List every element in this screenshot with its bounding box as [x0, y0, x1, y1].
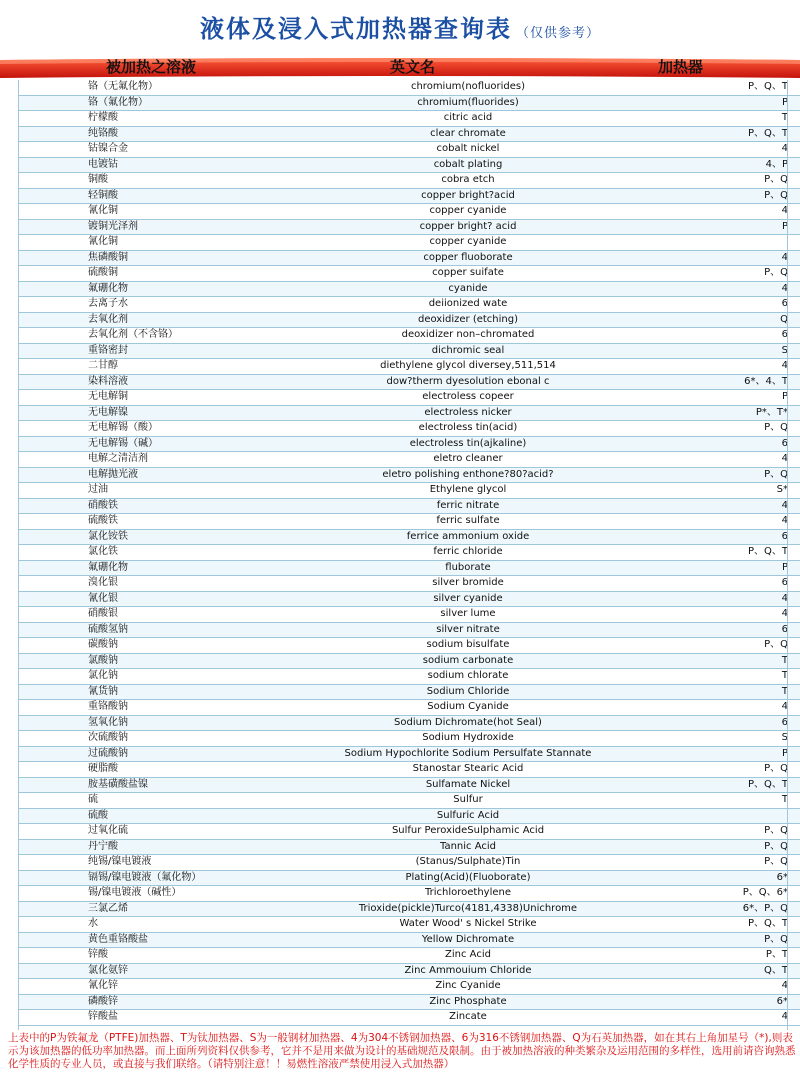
- cell-solution: 锡/镍电镀液（碱性）: [18, 886, 288, 902]
- cell-heater: 6: [648, 529, 800, 545]
- cell-solution: 铬（无氟化物）: [18, 80, 288, 95]
- table-row: [18, 467, 800, 483]
- table-row: [18, 204, 800, 220]
- cell-english-name: Sulfur PeroxideSulphamic Acid: [288, 824, 648, 840]
- cell-solution: 去氧化剂（不含铬）: [18, 328, 288, 344]
- cell-english-name: dichromic seal: [288, 343, 648, 359]
- cell-english-name: fluborate: [288, 560, 648, 576]
- cell-heater: 4: [648, 1010, 800, 1026]
- cell-english-name: Plating(Acid)(Fluoborate): [288, 870, 648, 886]
- table-row: [18, 917, 800, 933]
- cell-english-name: Stanostar Stearic Acid: [288, 762, 648, 778]
- cell-heater: 4: [648, 142, 800, 158]
- table-row: [18, 281, 800, 297]
- cell-solution: 氟硼化物: [18, 560, 288, 576]
- cell-heater: P、Q、T: [648, 80, 800, 95]
- cell-solution: 钴镍合金: [18, 142, 288, 158]
- table-row: [18, 111, 800, 127]
- cell-heater: 6: [648, 622, 800, 638]
- cell-heater: P、Q、6*: [648, 886, 800, 902]
- table-row: [18, 390, 800, 406]
- cell-solution: 纯铬酸: [18, 126, 288, 142]
- table-row: [18, 994, 800, 1010]
- cell-solution: 无电解镍: [18, 405, 288, 421]
- cell-solution: 无电解锡（酸）: [18, 421, 288, 437]
- cell-solution: 去氧化剂: [18, 312, 288, 328]
- cell-heater: T: [648, 669, 800, 685]
- column-header-heater: 加热器: [658, 58, 704, 76]
- cell-solution: 无电解铜: [18, 390, 288, 406]
- cell-heater: P: [648, 390, 800, 406]
- cell-heater: T: [648, 793, 800, 809]
- table-row: [18, 824, 800, 840]
- table-row: [18, 777, 800, 793]
- cell-heater: P: [648, 95, 800, 111]
- table-row: [18, 343, 800, 359]
- table-row: [18, 436, 800, 452]
- cell-solution: 黄色重铬酸盐: [18, 932, 288, 948]
- cell-solution: 焦磷酸铜: [18, 250, 288, 266]
- cell-solution: 氰货钠: [18, 684, 288, 700]
- cell-solution: 染料溶液: [18, 374, 288, 390]
- cell-solution: 溴化银: [18, 576, 288, 592]
- cell-solution: 丹宁酸: [18, 839, 288, 855]
- cell-english-name: electroless tin(acid): [288, 421, 648, 437]
- cell-heater: P、Q、T: [648, 545, 800, 561]
- cell-heater: P*、T*: [648, 405, 800, 421]
- cell-solution: 无电解锡（碱）: [18, 436, 288, 452]
- cell-solution: 氯化铁: [18, 545, 288, 561]
- title-area: [0, 0, 800, 50]
- cell-heater: 4: [648, 452, 800, 468]
- table-row: [18, 963, 800, 979]
- cell-english-name: Sulfuric Acid: [288, 808, 648, 824]
- cell-heater: T: [648, 111, 800, 127]
- table-row: [18, 886, 800, 902]
- cell-solution: 三氯乙烯: [18, 901, 288, 917]
- cell-english-name: citric acid: [288, 111, 648, 127]
- cell-english-name: copper fluoborate: [288, 250, 648, 266]
- cell-english-name: clear chromate: [288, 126, 648, 142]
- table-row: [18, 188, 800, 204]
- table-row: [18, 979, 800, 995]
- cell-english-name: copper cyanide: [288, 204, 648, 220]
- table-row: [18, 700, 800, 716]
- cell-solution: 氰化铜: [18, 235, 288, 251]
- cell-english-name: copper cyanide: [288, 235, 648, 251]
- cell-solution: 硝酸铁: [18, 498, 288, 514]
- cell-english-name: electroless copeer: [288, 390, 648, 406]
- cell-english-name: dow?therm dyesolution ebonal c: [288, 374, 648, 390]
- table-row: [18, 855, 800, 871]
- cell-heater: 6: [648, 297, 800, 313]
- cell-heater: P、Q: [648, 824, 800, 840]
- table-row: [18, 266, 800, 282]
- cell-english-name: ferric nitrate: [288, 498, 648, 514]
- cell-heater: P、Q: [648, 173, 800, 189]
- cell-heater: P: [648, 560, 800, 576]
- cell-solution: 碳酸钠: [18, 638, 288, 654]
- cell-english-name: ferric sulfate: [288, 514, 648, 530]
- cell-english-name: Sodium Hypochlorite Sodium Persulfate Stannate: [288, 746, 648, 762]
- cell-english-name: chromium(nofluorides): [288, 80, 648, 95]
- cell-english-name: deoxidizer non–chromated: [288, 328, 648, 344]
- cell-solution: 氯化氨锌: [18, 963, 288, 979]
- cell-english-name: deiionized wate: [288, 297, 648, 313]
- cell-english-name: silver bromide: [288, 576, 648, 592]
- cell-english-name: electroless tin(ajkaline): [288, 436, 648, 452]
- cell-heater: T: [648, 684, 800, 700]
- table-row: [18, 312, 800, 328]
- cell-english-name: Trioxide(pickle)Turco(4181,4338)Unichrome: [288, 901, 648, 917]
- table-row: [18, 669, 800, 685]
- cell-english-name: diethylene glycol diversey,511,514: [288, 359, 648, 375]
- cell-heater: 4: [648, 498, 800, 514]
- cell-english-name: Sulfur: [288, 793, 648, 809]
- table-row: [18, 374, 800, 390]
- cell-heater: 6: [648, 436, 800, 452]
- cell-solution: 锌酸盐: [18, 1010, 288, 1026]
- table-row: [18, 901, 800, 917]
- cell-heater: T: [648, 653, 800, 669]
- cell-solution: 过硫酸钠: [18, 746, 288, 762]
- cell-english-name: Zincate: [288, 1010, 648, 1026]
- cell-heater: P、Q: [648, 188, 800, 204]
- cell-english-name: silver lume: [288, 607, 648, 623]
- table-row: [18, 731, 800, 747]
- cell-english-name: copper suifate: [288, 266, 648, 282]
- table-row: [18, 405, 800, 421]
- cell-english-name: Sodium Chloride: [288, 684, 648, 700]
- table-row: [18, 560, 800, 576]
- table-row: [18, 607, 800, 623]
- cell-solution: 氰化锌: [18, 979, 288, 995]
- cell-heater: P、Q: [648, 762, 800, 778]
- cell-heater: P、Q: [648, 932, 800, 948]
- cell-solution: 氢氧化钠: [18, 715, 288, 731]
- cell-solution: 氰化银: [18, 591, 288, 607]
- table-row: [18, 328, 800, 344]
- cell-english-name: Sodium Cyanide: [288, 700, 648, 716]
- table-row: [18, 173, 800, 189]
- cell-english-name: cobalt nickel: [288, 142, 648, 158]
- table-row: [18, 808, 800, 824]
- table-row: [18, 870, 800, 886]
- cell-english-name: cyanide: [288, 281, 648, 297]
- cell-solution: 胺基磺酸盐镍: [18, 777, 288, 793]
- cell-english-name: copper bright? acid: [288, 219, 648, 235]
- cell-english-name: Trichloroethylene: [288, 886, 648, 902]
- title-text: 液体及浸入式加热器查询表: [199, 15, 512, 43]
- table-row: [18, 591, 800, 607]
- cell-heater: Q、T: [648, 963, 800, 979]
- cell-heater: 6*、P、Q: [648, 901, 800, 917]
- table-row: [18, 545, 800, 561]
- table-row: [18, 126, 800, 142]
- table-row: [18, 142, 800, 158]
- cell-solution: 氟硼化物: [18, 281, 288, 297]
- cell-heater: 4: [648, 607, 800, 623]
- cell-solution: 电解抛光液: [18, 467, 288, 483]
- cell-heater: P、Q: [648, 266, 800, 282]
- cell-solution: 水: [18, 917, 288, 933]
- cell-heater: P、Q: [648, 467, 800, 483]
- cell-heater: 6*: [648, 870, 800, 886]
- cell-heater: P、T: [648, 948, 800, 964]
- cell-solution: 铬（氟化物）: [18, 95, 288, 111]
- cell-heater: 6*: [648, 994, 800, 1010]
- cell-solution: 重铬密封: [18, 343, 288, 359]
- cell-english-name: Zinc Cyanide: [288, 979, 648, 995]
- table-row: [18, 297, 800, 313]
- title-subtitle: （仅供参考）: [515, 26, 600, 41]
- cell-heater: 4: [648, 591, 800, 607]
- cell-english-name: Sodium Dichromate(hot Seal): [288, 715, 648, 731]
- cell-solution: 氯酸钠: [18, 653, 288, 669]
- cell-heater: P、Q: [648, 421, 800, 437]
- table-row: [18, 715, 800, 731]
- cell-heater: P: [648, 746, 800, 762]
- cell-english-name: Sodium Hydroxide: [288, 731, 648, 747]
- cell-english-name: (Stanus/Sulphate)Tin: [288, 855, 648, 871]
- table-row: [18, 793, 800, 809]
- cell-english-name: sodium carbonate: [288, 653, 648, 669]
- cell-heater: S: [648, 731, 800, 747]
- cell-english-name: Sulfamate Nickel: [288, 777, 648, 793]
- cell-english-name: Zinc Phosphate: [288, 994, 648, 1010]
- cell-heater: 4: [648, 700, 800, 716]
- cell-heater: P、Q、T: [648, 777, 800, 793]
- table-row: [18, 746, 800, 762]
- table-row: [18, 932, 800, 948]
- table-row: [18, 529, 800, 545]
- table-row: [18, 483, 800, 499]
- table-row: [18, 359, 800, 375]
- cell-solution: 硝酸银: [18, 607, 288, 623]
- cell-solution: 去离子水: [18, 297, 288, 313]
- cell-english-name: Ethylene glycol: [288, 483, 648, 499]
- cell-heater: P、Q: [648, 839, 800, 855]
- table-row: [18, 622, 800, 638]
- cell-heater: [648, 808, 800, 824]
- table-row: [18, 80, 800, 95]
- table-row: [18, 684, 800, 700]
- cell-heater: P、Q、T: [648, 126, 800, 142]
- cell-english-name: eletro polishing enthone?80?acid?: [288, 467, 648, 483]
- column-header-english: 英文名: [390, 58, 436, 76]
- cell-heater: 6: [648, 328, 800, 344]
- cell-solution: 硫酸铁: [18, 514, 288, 530]
- cell-heater: P、Q、T: [648, 917, 800, 933]
- cell-solution: 柠檬酸: [18, 111, 288, 127]
- table-row: [18, 638, 800, 654]
- cell-english-name: electroless nicker: [288, 405, 648, 421]
- cell-english-name: silver nitrate: [288, 622, 648, 638]
- cell-heater: 4: [648, 359, 800, 375]
- cell-english-name: Yellow Dichromate: [288, 932, 648, 948]
- cell-solution: 纯锡/镍电镀液: [18, 855, 288, 871]
- cell-heater: 6*、4、T: [648, 374, 800, 390]
- table-row: [18, 653, 800, 669]
- cell-english-name: silver cyanide: [288, 591, 648, 607]
- cell-heater: 4: [648, 979, 800, 995]
- cell-english-name: deoxidizer (etching): [288, 312, 648, 328]
- cell-heater: 4、P: [648, 157, 800, 173]
- cell-solution: 硬脂酸: [18, 762, 288, 778]
- cell-heater: Q: [648, 312, 800, 328]
- cell-solution: 镀铜光泽剂: [18, 219, 288, 235]
- table-row: [18, 452, 800, 468]
- table-row: [18, 95, 800, 111]
- cell-english-name: copper bright?acid: [288, 188, 648, 204]
- cell-english-name: Water Wood' s Nickel Strike: [288, 917, 648, 933]
- cell-english-name: eletro cleaner: [288, 452, 648, 468]
- cell-solution: 锌酸: [18, 948, 288, 964]
- cell-solution: 硫酸铜: [18, 266, 288, 282]
- cell-solution: 氯化钠: [18, 669, 288, 685]
- cell-heater: P: [648, 219, 800, 235]
- cell-english-name: Zinc Ammouium Chloride: [288, 963, 648, 979]
- table-row: [18, 498, 800, 514]
- table-row: [18, 157, 800, 173]
- heater-table: [18, 80, 800, 1026]
- cell-solution: 次硫酸钠: [18, 731, 288, 747]
- cell-heater: 6: [648, 576, 800, 592]
- cell-solution: 过氧化硫: [18, 824, 288, 840]
- cell-solution: 过油: [18, 483, 288, 499]
- table-row: [18, 576, 800, 592]
- cell-english-name: Tannic Acid: [288, 839, 648, 855]
- table-row: [18, 948, 800, 964]
- cell-english-name: Zinc Acid: [288, 948, 648, 964]
- cell-solution: 二甘醇: [18, 359, 288, 375]
- table-row: [18, 514, 800, 530]
- table-row: [18, 762, 800, 778]
- cell-english-name: chromium(fluorides): [288, 95, 648, 111]
- cell-english-name: cobalt plating: [288, 157, 648, 173]
- cell-heater: 4: [648, 204, 800, 220]
- table-row: [18, 1010, 800, 1026]
- page-title: [0, 9, 800, 44]
- cell-heater: 6: [648, 715, 800, 731]
- cell-solution: 硫酸氢钠: [18, 622, 288, 638]
- cell-solution: 磷酸锌: [18, 994, 288, 1010]
- cell-heater: S: [648, 343, 800, 359]
- cell-english-name: sodium chlorate: [288, 669, 648, 685]
- cell-solution: 电镀钴: [18, 157, 288, 173]
- cell-solution: 氰化铜: [18, 204, 288, 220]
- cell-heater: [648, 235, 800, 251]
- cell-heater: P、Q: [648, 855, 800, 871]
- table-row: [18, 839, 800, 855]
- cell-heater: P、Q: [648, 638, 800, 654]
- table-row: [18, 250, 800, 266]
- cell-solution: 镉锡/镍电镀液（氟化物）: [18, 870, 288, 886]
- cell-solution: 轻铜酸: [18, 188, 288, 204]
- cell-solution: 电解之清洁剂: [18, 452, 288, 468]
- cell-heater: 4: [648, 281, 800, 297]
- cell-heater: 4: [648, 250, 800, 266]
- cell-heater: 4: [648, 514, 800, 530]
- table-row: [18, 235, 800, 251]
- footnote: 上表中的P为铁氟龙（PTFE)加热器、T为钛加热器、S为一般钢材加热器、4为304不锈钢加热器、6为316不锈钢加热器、Q为石英加热器，如在其右上角加星号（*),则表示为该加热器的低功率加热器。而上面所列资料仅供参考，它并不是用来做为设计的基础规范及限制。由于被加热溶液的种类繁杂及运用范围的多样性，选用前请咨询熟悉化学性质的专业人员，或直接与我们联络。（请特别注意！！易燃性溶液严禁使用浸入式加热器）: [8, 1032, 796, 1070]
- table-row: [18, 219, 800, 235]
- cell-english-name: ferrice ammonium oxide: [288, 529, 648, 545]
- cell-english-name: sodium bisulfate: [288, 638, 648, 654]
- cell-solution: 重铬酸钠: [18, 700, 288, 716]
- cell-solution: 硫酸: [18, 808, 288, 824]
- cell-solution: 硫: [18, 793, 288, 809]
- cell-solution: 氯化铵铁: [18, 529, 288, 545]
- cell-solution: 铜酸: [18, 173, 288, 189]
- column-header-solution: 被加热之溶液: [106, 58, 197, 76]
- cell-english-name: cobra etch: [288, 173, 648, 189]
- table-row: [18, 421, 800, 437]
- cell-english-name: ferric chloride: [288, 545, 648, 561]
- cell-heater: S*: [648, 483, 800, 499]
